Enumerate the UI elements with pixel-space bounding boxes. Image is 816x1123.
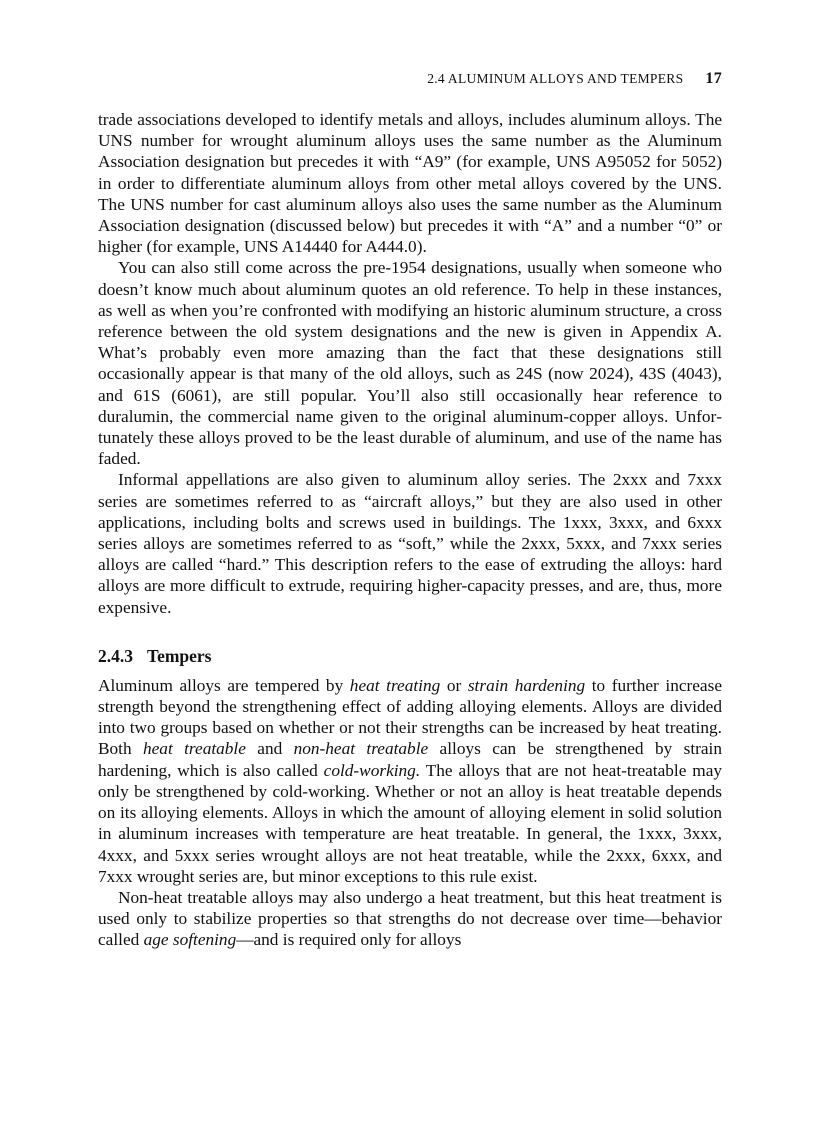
running-header-section: 2.4 ALUMINUM ALLOYS AND TEMPERS	[427, 71, 684, 86]
running-header	[427, 70, 722, 88]
page-number: 17	[705, 70, 722, 87]
text-segment: alloys can be strengthened by strain hardening, which is also called	[98, 739, 723, 780]
text-segment: or	[440, 675, 468, 695]
text-segment: —and is required only for alloys	[236, 930, 462, 950]
text-segment: Aluminum alloys are tempered by	[98, 675, 350, 695]
italic-term: cold-working.	[323, 760, 421, 780]
section-title: Tempers	[147, 645, 212, 666]
paragraph-pre-1954-designations	[98, 257, 722, 469]
paragraph-uns-designations	[98, 109, 722, 257]
paragraph-tempering-methods	[98, 675, 722, 887]
italic-term: non-heat treatable	[293, 739, 429, 759]
paragraph-text: You can also still come across the pre-1954 designations, usually when someone who doesn’t know much about aluminum quotes an old reference. To help in these instances, as well as when you’re confronted with modifying an historic aluminum structure, a cross reference between the old system designations and the new is given in Appendix A. What’s probably even more amazing than the fact that these designations still occasionally appear is that many of the old alloys, such as 24S (now 2024), 43S (4043), and 61S (6061), are still popular. You’ll also still occasionally hear reference to duralumin, the commercial name given to the original aluminum-copper alloys. Unfortunately these alloys proved to be the least durable of aluminum, and use of the name has faded.	[98, 258, 722, 469]
text-segment: and	[245, 739, 294, 759]
paragraph-text: Informal appellations are also given to aluminum alloy series. The 2xxx and 7xxx series are sometimes referred to as “aircraft alloys,” but they are also used in other applications, including bolts and screws used in buildings. The 1xxx, 3xxx, and 6xxx series alloys are sometimes referred to as “soft,” while the 2xxx, 5xxx, and 7xxx series alloys are called “hard.” This description refers to the ease of extruding the alloys: hard alloys are more difficult to extrude, requiring higher-capacity presses, and are, thus, more expensive.	[98, 470, 722, 617]
text-segment: The alloys that are not heat-treatable may only be strengthened by cold-working. Whether or not an alloy is heat treatable depends on its alloying elements. Alloys in which the amount of alloying element in solid solution in aluminum increases with temperature are heat treatable. In general, the 1xxx, 3xxx, 4xxx, and 5xxx series wrought alloys are not heat treatable, while the 2xxx, 6xxx, and 7xxx wrought series are, but minor exceptions to this rule exist.	[98, 760, 723, 886]
section-heading-tempers	[98, 645, 722, 667]
paragraph-non-heat-treatable	[98, 887, 722, 951]
paragraph-text: trade associations developed to identify metals and alloys, includes aluminum alloys. The UNS number for wrought aluminum alloys uses the same number as the Aluminum Association designation but precedes it with “A9” (for example, UNS A95052 for 5052) in order to differentiate aluminum alloys from other metal alloys covered by the UNS. The UNS number for cast aluminum alloys also uses the same number as the Aluminum Association designation (discussed below) but precedes it with “A” and a number “0” or higher (for example, UNS A14440 for A444.0).	[98, 110, 722, 257]
body-text	[98, 109, 722, 951]
text-segment: Non-heat treatable alloys may also undergo a heat treatment, but this heat treatment is used only to stabilize properties so that strengths do not decrease over time—behavior called	[98, 887, 722, 950]
italic-term: strain hardening	[467, 675, 586, 695]
section-number: 2.4.3	[98, 645, 133, 666]
italic-term: age softening	[143, 930, 237, 950]
italic-term: heat treatable	[143, 739, 246, 759]
text-segment: to further increase strength beyond the strengthening effect of adding alloying elements. Alloys are divided into two groups based on whether or not their strengths can be increased by heat treating. Both	[98, 675, 722, 759]
italic-term: heat treating	[349, 675, 441, 695]
paragraph-informal-appellations	[98, 469, 722, 617]
